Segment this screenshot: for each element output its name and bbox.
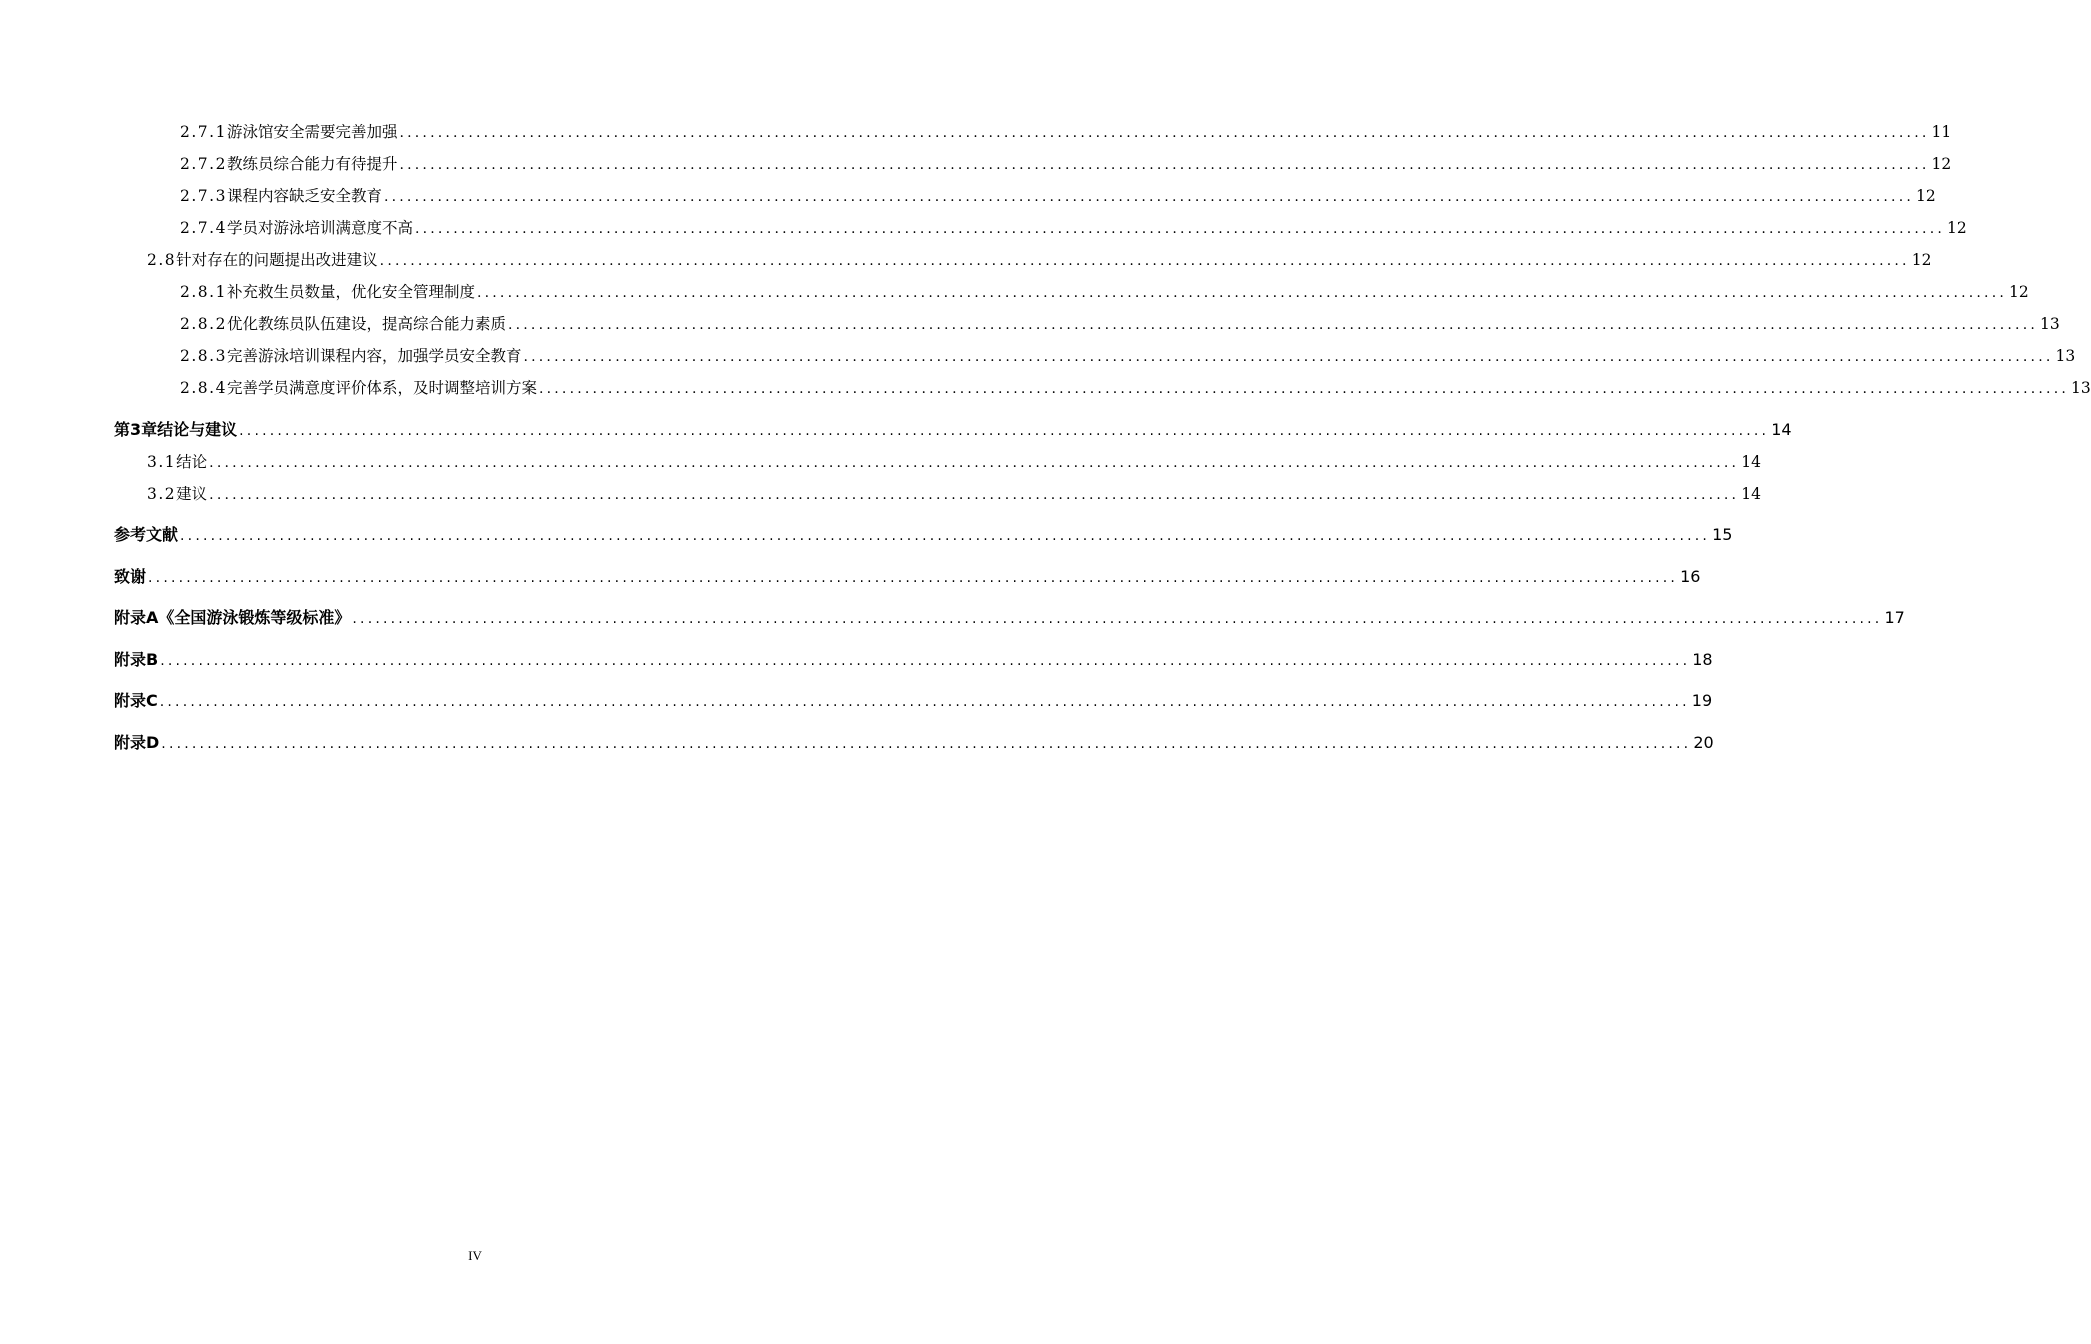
toc-entry-title: 附录A《全国游泳锻炼等级标准》 (114, 608, 351, 627)
toc-entry-appendix-a[interactable] (114, 605, 1905, 628)
toc-entry-title: 结论 (176, 453, 208, 471)
toc-leader-dots: ........................................................................................................................................................................................................ (383, 189, 1915, 205)
toc-leader-dots: ........................................................................................................................................................................................................ (379, 253, 1910, 269)
toc-entry-page: 14 (1771, 420, 1792, 439)
toc-entry[interactable] (180, 184, 1936, 206)
toc-entry-page: 13 (2071, 379, 2091, 397)
toc-entry-number: 2.8.3 (180, 347, 227, 365)
toc-entry-number: 2.8 (147, 251, 177, 269)
toc-leader-dots: ........................................................................................................................................................................................................ (538, 381, 2070, 397)
toc-leader-dots: ........................................................................................................................................................................................................ (159, 694, 1690, 710)
toc-entry[interactable] (180, 344, 2076, 366)
toc-entry[interactable] (180, 280, 2029, 302)
toc-entry-appendix-b[interactable] (114, 647, 1713, 670)
toc-leader-dots: ........................................................................................................................................................................................................ (180, 528, 1711, 544)
toc-entry-references[interactable] (114, 522, 1733, 545)
toc-leader-dots: ........................................................................................................................................................................................................ (414, 221, 1946, 237)
toc-entry-chapter[interactable] (114, 417, 1792, 440)
toc-entry-page: 11 (1931, 123, 1952, 141)
toc-entry[interactable] (147, 248, 1932, 270)
toc-leader-dots: ........................................................................................................................................................................................................ (507, 317, 2039, 333)
toc-entry-title: 参考文献 (114, 525, 179, 544)
toc-leader-dots: ........................................................................................................................................................................................................ (399, 157, 1930, 173)
toc-entry-number: 2.8.1 (180, 283, 227, 301)
toc-entry-page: 12 (1947, 219, 1967, 237)
toc-entry-acknowledgements[interactable] (114, 564, 1701, 587)
toc-entry-number: 2.8.2 (180, 315, 227, 333)
toc-entry[interactable] (180, 376, 2091, 398)
toc-entry-title: 游泳馆安全需要完善加强 (226, 123, 398, 141)
toc-entry-page: 14 (1741, 485, 1761, 503)
toc-entry-title: 教练员综合能力有待提升 (226, 155, 398, 173)
toc-leader-dots: ........................................................................................................................................................................................................ (523, 349, 2054, 365)
toc-entry-title: 学员对游泳培训满意度不高 (226, 219, 413, 237)
toc-entry-number: 2.8.4 (180, 379, 227, 397)
toc-entry-number: 2.7.1 (180, 123, 227, 141)
toc-entry-title: 附录C (114, 691, 158, 710)
toc-leader-dots: ........................................................................................................................................................................................................ (399, 125, 1930, 141)
toc-entry-appendix-c[interactable] (114, 688, 1713, 711)
toc-entry-page: 20 (1693, 733, 1714, 752)
toc-entry-page: 13 (2055, 347, 2076, 365)
toc-entry-title: 完善学员满意度评价体系，及时调整培训方案 (226, 379, 537, 397)
toc-leader-dots: ........................................................................................................................................................................................................ (209, 455, 1740, 471)
toc-entry-page: 17 (1884, 608, 1905, 627)
toc-entry-page: 13 (2040, 315, 2060, 333)
toc-entry-number: 第3章 (114, 420, 158, 439)
toc-entry-title: 附录B (114, 650, 159, 669)
toc-leader-dots: ........................................................................................................................................................................................................ (209, 487, 1740, 503)
toc-entry-title: 补充救生员数量，优化安全管理制度 (226, 283, 475, 301)
toc-entry-title: 优化教练员队伍建设，提高综合能力素质 (226, 315, 506, 333)
toc-entry-title: 建议 (176, 485, 208, 503)
toc-entry-page: 16 (1680, 567, 1701, 586)
toc-leader-dots: ........................................................................................................................................................................................................ (239, 423, 1770, 439)
toc-entry[interactable] (180, 120, 1952, 142)
toc-leader-dots: ........................................................................................................................................................................................................ (161, 736, 1692, 752)
toc-entry-title: 课程内容缺乏安全教育 (226, 187, 382, 205)
toc-entry[interactable] (180, 152, 1952, 174)
toc-entry-page: 12 (1916, 187, 1936, 205)
toc-entry-page: 12 (1911, 251, 1932, 269)
toc-entry-number: 2.7.2 (180, 155, 227, 173)
toc-leader-dots: ........................................................................................................................................................................................................ (160, 653, 1691, 669)
toc-entry-page: 14 (1741, 453, 1761, 471)
toc-entry-title: 完善游泳培训课程内容，加强学员安全教育 (226, 347, 522, 365)
toc-entry[interactable] (147, 482, 1761, 504)
toc-entry[interactable] (147, 450, 1761, 472)
toc-entry-number: 3.2 (147, 485, 177, 503)
toc-leader-dots: ........................................................................................................................................................................................................ (352, 611, 1883, 627)
page-number: IV (468, 1248, 482, 1263)
toc-entry-page: 18 (1692, 650, 1713, 669)
toc-entry-page: 15 (1712, 525, 1733, 544)
toc-entry-number: 2.7.3 (180, 187, 227, 205)
toc-entry-title: 致谢 (114, 567, 147, 586)
toc-leader-dots: ........................................................................................................................................................................................................ (476, 285, 2008, 301)
toc-entry-appendix-d[interactable] (114, 730, 1714, 753)
toc-entry-title: 附录D (114, 733, 160, 752)
toc-entry-page: 12 (1931, 155, 1952, 173)
toc-entry[interactable] (180, 216, 1967, 238)
toc-entry[interactable] (180, 312, 2060, 334)
toc-entry-page: 19 (1691, 691, 1713, 710)
toc-leader-dots: ........................................................................................................................................................................................................ (148, 570, 1679, 586)
toc-entry-title: 结论与建议 (157, 420, 238, 439)
toc-entry-title: 针对存在的问题提出改进建议 (176, 251, 378, 269)
toc-entry-page: 12 (2009, 283, 2029, 301)
toc-entry-number: 3.1 (147, 453, 177, 471)
toc-entry-number: 2.7.4 (180, 219, 227, 237)
